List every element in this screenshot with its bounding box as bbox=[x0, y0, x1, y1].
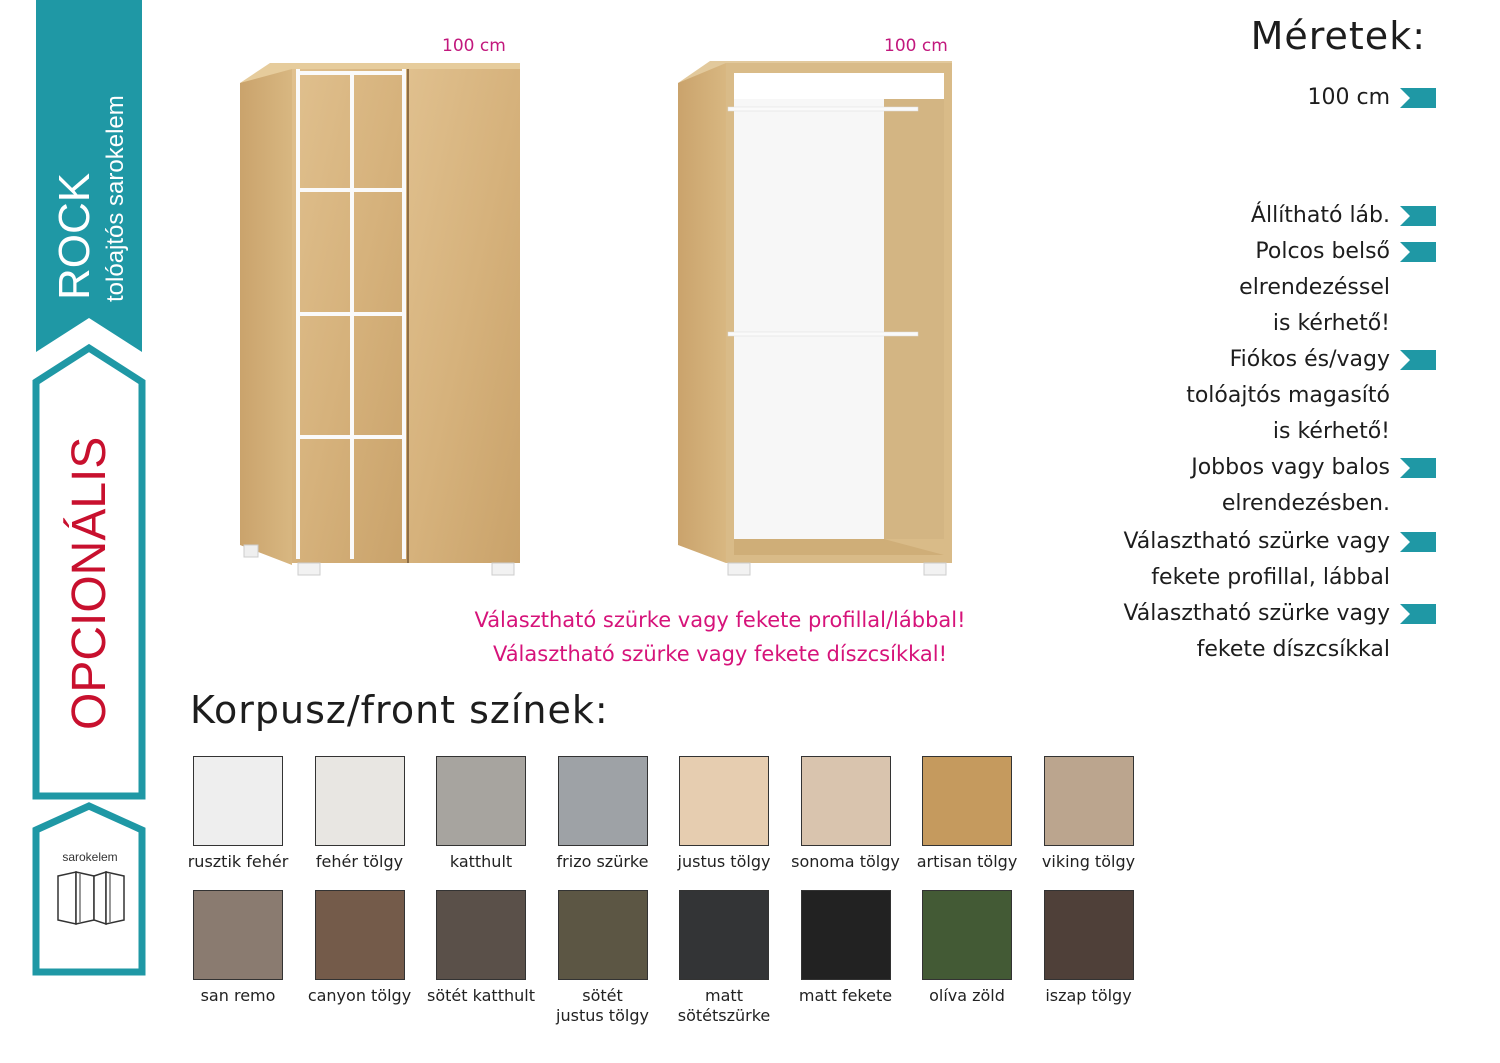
product-name: ROCK bbox=[50, 172, 99, 300]
corner-unit-icon bbox=[54, 868, 128, 928]
color-swatch[interactable] bbox=[436, 756, 526, 846]
color-swatch[interactable] bbox=[436, 890, 526, 980]
feature-6: Választható szürke vagy fekete díszcsíkkal bbox=[1123, 601, 1390, 662]
color-swatch-label: matt sötétszürke bbox=[677, 986, 771, 1025]
color-swatch[interactable] bbox=[922, 756, 1012, 846]
color-swatch-label: artisan tölgy bbox=[916, 852, 1018, 871]
note-stripe: Választható szürke vagy fekete díszcsíkkal! bbox=[492, 642, 948, 666]
color-swatch-label: rusztik fehér bbox=[187, 852, 289, 871]
feature-2: Polcos belső elrendezéssel is kérhető! bbox=[1239, 239, 1390, 336]
dimensions-value: 100 cm bbox=[1307, 85, 1390, 110]
color-swatch-label: viking tölgy bbox=[1041, 852, 1136, 871]
color-swatch[interactable] bbox=[679, 756, 769, 846]
color-swatch-label: sonoma tölgy bbox=[791, 852, 900, 871]
colors-title: Korpusz/front színek: bbox=[190, 688, 609, 732]
feature-4: Jobbos vagy balos elrendezésben. bbox=[1191, 455, 1390, 516]
color-swatch[interactable] bbox=[558, 890, 648, 980]
wardrobe-closed-image bbox=[230, 55, 530, 585]
corner-label: sarokelem bbox=[62, 850, 118, 864]
product-type: tolóajtós sarokelem bbox=[102, 95, 129, 302]
color-swatch-label: matt fekete bbox=[798, 986, 893, 1005]
color-swatch-label: canyon tölgy bbox=[307, 986, 412, 1005]
note-profile: Választható szürke vagy fekete profillal/lábbal! bbox=[474, 608, 966, 632]
product-2-width: 100 cm bbox=[884, 36, 948, 56]
bullet-marker-icon bbox=[1400, 604, 1436, 624]
bullet-marker-icon bbox=[1400, 350, 1436, 370]
color-swatch[interactable] bbox=[801, 756, 891, 846]
color-swatch-label: iszap tölgy bbox=[1045, 986, 1132, 1005]
color-swatch[interactable] bbox=[1044, 756, 1134, 846]
color-swatch[interactable] bbox=[193, 890, 283, 980]
color-swatch[interactable] bbox=[801, 890, 891, 980]
bullet-marker-icon bbox=[1400, 88, 1436, 108]
feature-1: Állítható láb. bbox=[1250, 203, 1390, 228]
product-1-width: 100 cm bbox=[442, 36, 506, 56]
color-swatch[interactable] bbox=[679, 890, 769, 980]
color-swatch[interactable] bbox=[1044, 890, 1134, 980]
color-swatch-label: katthult bbox=[449, 852, 513, 871]
bullet-marker-icon bbox=[1400, 532, 1436, 552]
color-swatch-label: fehér tölgy bbox=[315, 852, 404, 871]
color-swatch-label: justus tölgy bbox=[677, 852, 771, 871]
feature-3: Fiókos és/vagy tolóajtós magasító is kérhető! bbox=[1186, 347, 1390, 444]
color-swatch[interactable] bbox=[193, 756, 283, 846]
dimensions-title: Méretek: bbox=[1250, 14, 1426, 58]
color-swatch-label: san remo bbox=[200, 986, 276, 1005]
wardrobe-open-image bbox=[670, 55, 960, 585]
color-swatch[interactable] bbox=[922, 890, 1012, 980]
color-swatch-label: sötét justus tölgy bbox=[556, 986, 649, 1025]
color-swatch-label: sötét katthult bbox=[427, 986, 535, 1005]
color-swatch-label: olíva zöld bbox=[929, 986, 1005, 1005]
bullet-marker-icon bbox=[1400, 206, 1436, 226]
color-swatch[interactable] bbox=[558, 756, 648, 846]
bullet-marker-icon bbox=[1400, 458, 1436, 478]
feature-5: Választható szürke vagy fekete profillal, lábbal bbox=[1123, 529, 1390, 590]
optional-label: OPCIONÁLIS bbox=[63, 436, 116, 730]
bullet-marker-icon bbox=[1400, 242, 1436, 262]
color-swatch-label: frizo szürke bbox=[556, 852, 649, 871]
color-swatch[interactable] bbox=[315, 756, 405, 846]
color-swatch[interactable] bbox=[315, 890, 405, 980]
